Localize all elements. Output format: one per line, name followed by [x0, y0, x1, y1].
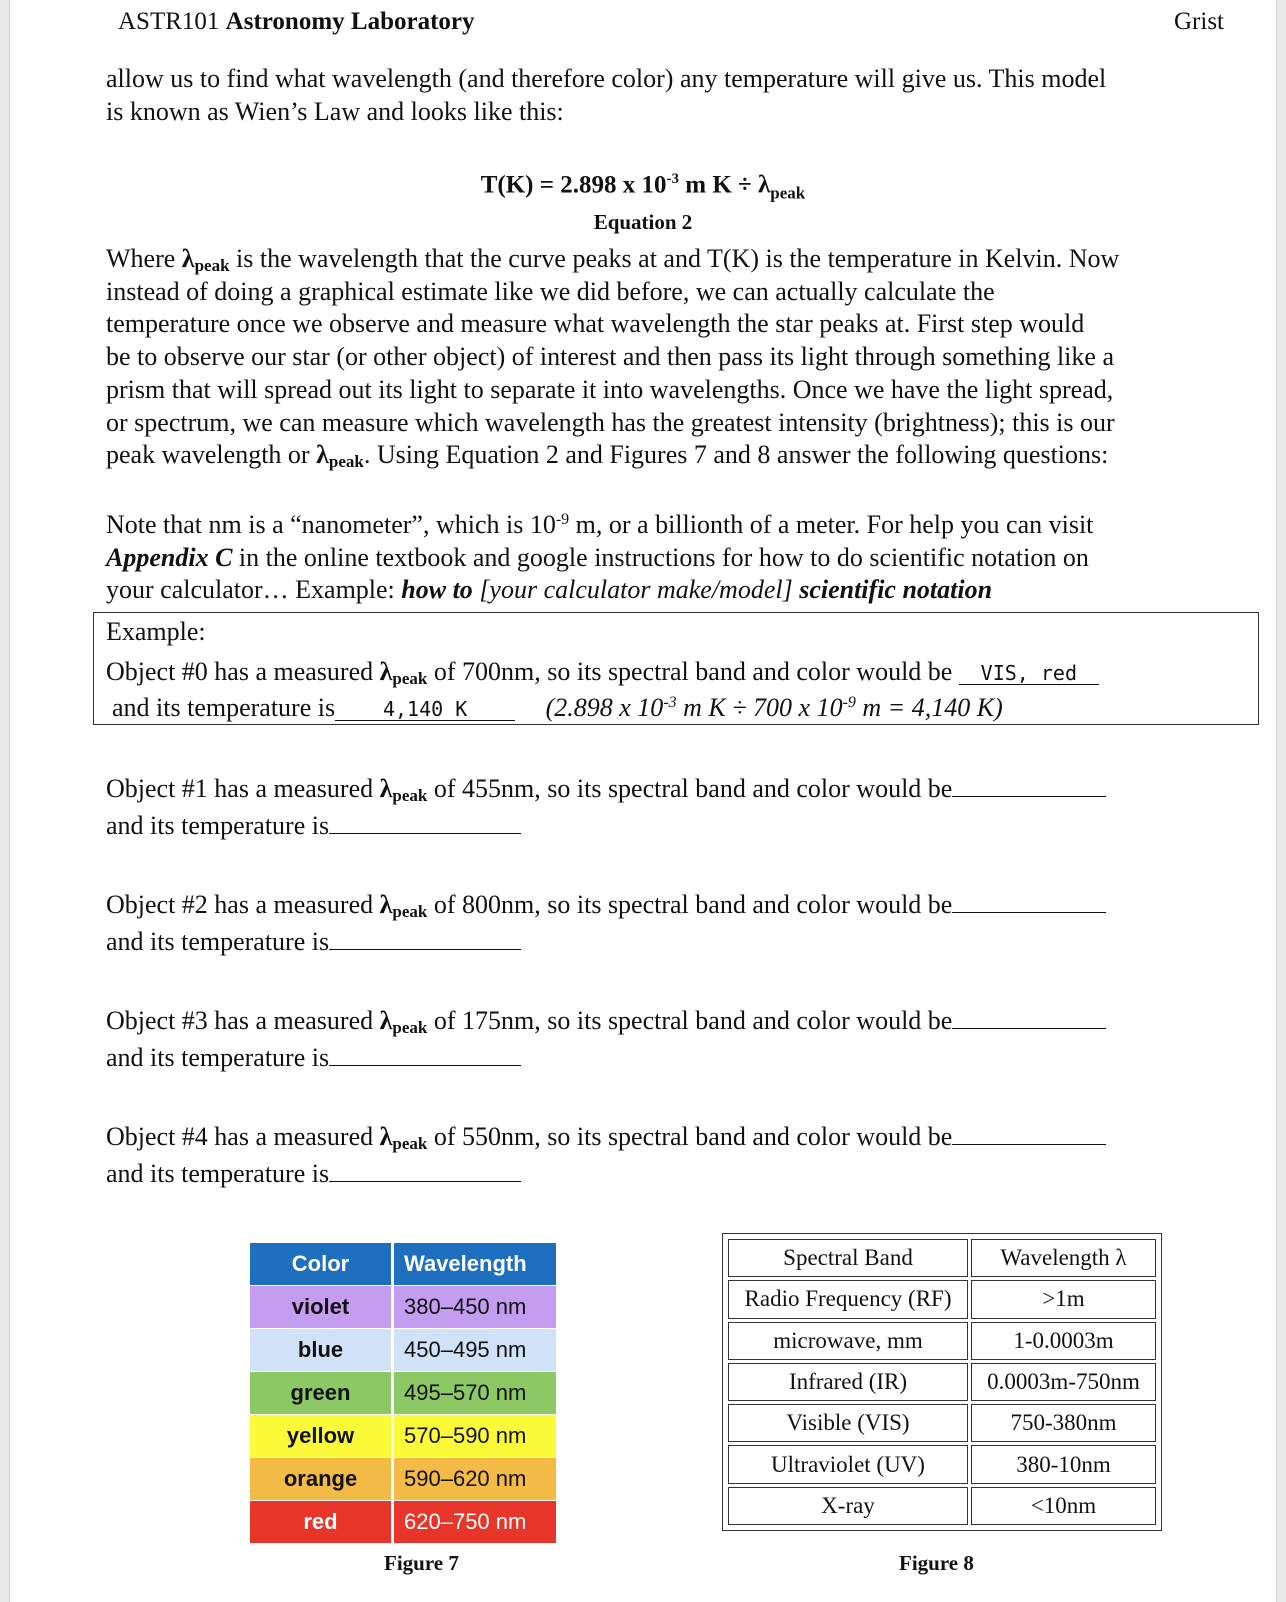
wavelength-range: 570–590 nm	[393, 1415, 556, 1458]
example-temp-answer: 4,140 K	[335, 698, 515, 721]
table-row	[250, 1286, 556, 1329]
header-author: Grist	[1174, 8, 1224, 35]
color-name: green	[250, 1372, 393, 1415]
question-4-temp: and its temperature is	[106, 1159, 521, 1189]
answer-blank-temp-4[interactable]	[329, 1159, 521, 1182]
color-name: red	[250, 1501, 393, 1544]
intro-line: is known as Wien’s Law and looks like this:	[106, 96, 564, 126]
question-4-band: Object #4 has a measured $\lambda_{peak}$ of 550nm, so its spectral band and color would be	[106, 1122, 1106, 1152]
answer-blank-band-1[interactable]	[952, 774, 1106, 797]
page-edge-right	[1276, 0, 1286, 1602]
page-edge-left	[0, 0, 10, 1602]
answer-blank-temp-3[interactable]	[329, 1043, 521, 1066]
explanation-paragraph	[106, 243, 1256, 472]
header-course-title	[118, 8, 474, 36]
answer-blank-band-3[interactable]	[952, 1006, 1106, 1029]
figure-8-spectral-table	[722, 1233, 1162, 1531]
paragraph-line: be to observe our star (or other object) of interest and then pass its light through something like a	[106, 342, 1114, 372]
color-name: violet	[250, 1286, 393, 1329]
color-name: yellow	[250, 1415, 393, 1458]
table-row	[250, 1501, 556, 1544]
header-spectral-band: Spectral Band	[728, 1239, 968, 1277]
equation: T(K) = 2.898 x $10^{-3}$ m $K \div \lambda_{peak}$	[480, 171, 806, 203]
table-row: X-ray <10nm	[728, 1487, 1156, 1525]
table-row: Radio Frequency (RF) >1m	[728, 1280, 1156, 1318]
note-paragraph	[106, 509, 1256, 607]
wavelength-range: 380–450 nm	[393, 1286, 556, 1329]
color-name: orange	[250, 1458, 393, 1501]
paragraph-line: peak wavelength or $\lambda_{peak}$. Using Equation 2 and Figures 7 and 8 answer the following questions:	[106, 440, 1109, 472]
wavelength-range: 450–495 nm	[393, 1329, 556, 1372]
example-question-line: Object #0 has a measured $\lambda_{peak}$ of 700nm, so its spectral band and color would be VIS, red	[106, 657, 1099, 687]
course-code: ASTR101	[118, 8, 220, 35]
example-calculation: (2.898 x $10^{-3}$ m K ÷ 700 x $10^{-9}$ m = 4,140 K)	[545, 693, 1003, 722]
question-2-temp: and its temperature is	[106, 927, 521, 957]
paragraph-line: prism that will spread out its light to separate it into wavelengths. Once we have the light spread,	[106, 374, 1114, 404]
color-name: blue	[250, 1329, 393, 1372]
wavelength-range: 495–570 nm	[393, 1372, 556, 1415]
table-row: Infrared (IR) 0.0003m-750nm	[728, 1363, 1156, 1401]
table-row	[250, 1372, 556, 1415]
table-row	[250, 1458, 556, 1501]
intro-paragraph	[106, 63, 1256, 128]
intro-line: allow us to find what wavelength (and therefore color) any temperature will give us. This model	[106, 64, 1107, 93]
header-wavelength: Wavelength	[393, 1243, 556, 1286]
header-color: Color	[250, 1243, 393, 1286]
header-wavelength: Wavelength λ	[971, 1239, 1156, 1277]
paragraph-line: temperature once we observe and measure what wavelength the star peaks at. First step would	[106, 309, 1085, 339]
figure-7-caption: Figure 7	[384, 1551, 459, 1575]
table-row: microwave, mm 1-0.0003m	[728, 1322, 1156, 1360]
wavelength-range: 590–620 nm	[393, 1458, 556, 1501]
table-header-row	[250, 1243, 556, 1286]
wavelength-range: 620–750 nm	[393, 1501, 556, 1544]
paragraph-line: Where $\lambda_{peak}$ is the wavelength that the curve peaks at and T(K) is the temperature in Kelvin. Now	[106, 244, 1120, 275]
table-header-row	[728, 1239, 1156, 1277]
question-3-temp: and its temperature is	[106, 1043, 521, 1073]
question-1-temp: and its temperature is	[106, 811, 521, 841]
question-1-band: Object #1 has a measured $\lambda_{peak}$ of 455nm, so its spectral band and color would be	[106, 774, 1106, 804]
lab-title: Astronomy Laboratory	[225, 8, 475, 35]
answer-blank-temp-2[interactable]	[329, 927, 521, 950]
question-3-band: Object #3 has a measured $\lambda_{peak}$ of 175nm, so its spectral band and color would be	[106, 1006, 1106, 1036]
note-line: your calculator… Example: how to [your calculator make/model] scientific notation	[106, 575, 993, 605]
table-row: Visible (VIS) 750-380nm	[728, 1404, 1156, 1442]
table-row: Ultraviolet (UV) 380-10nm	[728, 1445, 1156, 1483]
figure-7-color-table	[250, 1243, 556, 1544]
example-heading: Example:	[106, 617, 206, 646]
table-row	[250, 1415, 556, 1458]
paragraph-line: or spectrum, we can measure which wavelength has the greatest intensity (brightness); this is our	[106, 407, 1115, 437]
example-temp-line: and its temperature is 4,140 K (2.898 x $10^{-3}$ m K ÷ 700 x $10^{-9}$ m = 4,140 K)	[112, 693, 1003, 722]
note-line: Note that nm is a “nanometer”, which is $10^{-9}$ m, or a billionth of a meter. For help you can visit	[106, 510, 1094, 539]
answer-blank-band-2[interactable]	[952, 890, 1106, 913]
question-2-band: Object #2 has a measured $\lambda_{peak}$ of 800nm, so its spectral band and color would be	[106, 890, 1106, 920]
note-line: Appendix C in the online textbook and google instructions for how to do scientific notation on	[106, 542, 1089, 572]
answer-blank-temp-1[interactable]	[329, 811, 521, 834]
answer-blank-band-4[interactable]	[952, 1122, 1106, 1145]
equation-label: Equation 2	[593, 210, 693, 234]
paragraph-line: instead of doing a graphical estimate like we did before, we can actually calculate the	[106, 276, 995, 306]
figure-8-caption: Figure 8	[899, 1551, 974, 1575]
table-row	[250, 1329, 556, 1372]
example-band-answer: VIS, red	[959, 662, 1099, 685]
